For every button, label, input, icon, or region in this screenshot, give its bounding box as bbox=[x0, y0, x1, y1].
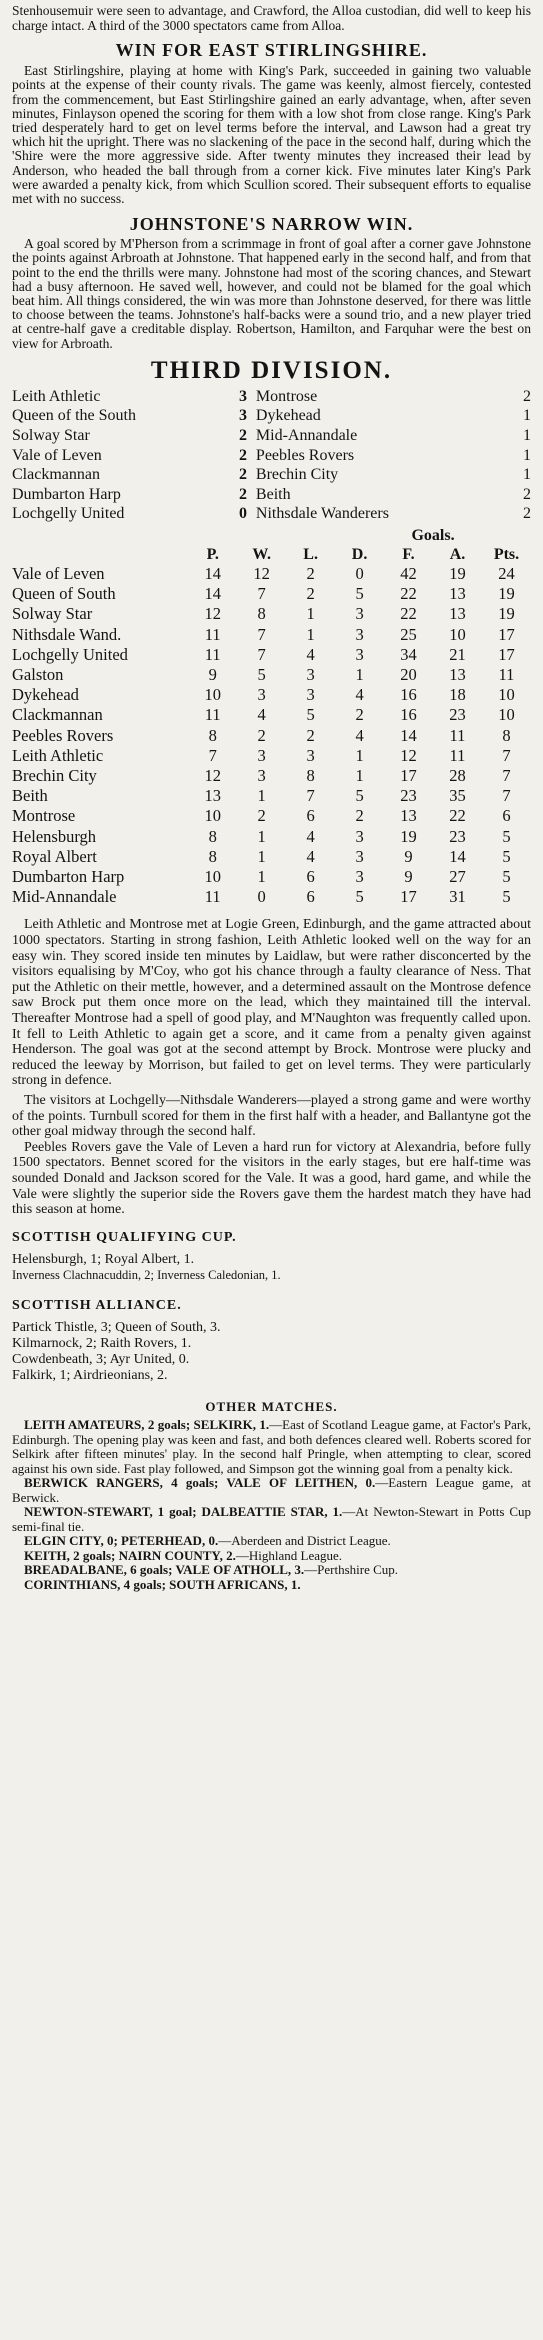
league-stat-w: 2 bbox=[257, 806, 266, 826]
league-stat-l: 7 bbox=[306, 786, 315, 806]
league-stat-l: 6 bbox=[306, 867, 315, 887]
league-stat-l: 2 bbox=[306, 584, 315, 604]
league-stat-pts: 17 bbox=[498, 644, 515, 664]
league-stat-pts: 5 bbox=[502, 887, 511, 907]
home-score: 0 bbox=[238, 505, 247, 523]
away-score: 1 bbox=[523, 427, 531, 445]
alliance-result: Cowdenbeath, 3; Ayr United, 0. bbox=[12, 1351, 190, 1367]
league-stat-d: 3 bbox=[355, 644, 364, 664]
league-stat-a: 13 bbox=[449, 584, 466, 604]
away-team: Mid-Annandale bbox=[255, 427, 358, 445]
other-match-text: —Eastern League game, at Berwick. bbox=[12, 1475, 532, 1505]
result-row bbox=[12, 465, 531, 485]
league-stat-d: 3 bbox=[355, 867, 364, 887]
away-score: 1 bbox=[523, 446, 531, 464]
league-stat-p: 8 bbox=[208, 725, 217, 745]
league-stat-a: 23 bbox=[449, 826, 466, 846]
other-match-lead: NEWTON-STEWART, 1 goal; DALBEATTIE STAR, 1. bbox=[24, 1504, 343, 1520]
league-stat-d: 3 bbox=[355, 624, 364, 644]
league-stat-l: 4 bbox=[306, 644, 315, 664]
other-match-lead: BERWICK RANGERS, 4 goals; VALE OF LEITHEN, 0. bbox=[24, 1475, 376, 1491]
away-team: Nithsdale Wanderers bbox=[255, 505, 389, 523]
league-stat-d: 4 bbox=[355, 685, 364, 705]
league-stat-p: 14 bbox=[204, 564, 221, 583]
johnstone-article bbox=[12, 213, 531, 351]
league-stat-a: 19 bbox=[449, 564, 466, 583]
away-team: Brechin City bbox=[255, 466, 339, 484]
result-row bbox=[12, 446, 531, 466]
league-stat-d: 3 bbox=[355, 826, 364, 846]
third-division-results bbox=[12, 387, 531, 524]
league-row bbox=[12, 645, 531, 665]
league-stat-p: 11 bbox=[204, 887, 221, 907]
other-match-item bbox=[12, 1549, 531, 1564]
other-match-text: —At Newton-Stewart in Potts Cup semi-final tie. bbox=[12, 1504, 531, 1534]
league-team-name: Queen of South bbox=[12, 584, 116, 604]
home-score: 3 bbox=[238, 407, 247, 425]
league-team-name: Beith bbox=[12, 786, 48, 806]
away-team: Beith bbox=[255, 485, 291, 503]
result-row bbox=[12, 485, 531, 505]
league-stat-pts: 10 bbox=[498, 685, 515, 705]
other-matches-section bbox=[12, 1400, 531, 1593]
league-column-header: Pts. bbox=[493, 546, 520, 563]
league-team-name: Lochgelly United bbox=[12, 644, 128, 664]
league-row bbox=[12, 867, 531, 887]
away-score: 1 bbox=[523, 407, 531, 425]
league-stat-a: 21 bbox=[449, 644, 466, 664]
home-score: 2 bbox=[238, 427, 247, 445]
away-team: Montrose bbox=[255, 387, 318, 405]
league-stat-w: 5 bbox=[257, 665, 266, 685]
league-stat-l: 6 bbox=[306, 806, 315, 826]
scottish-qualifying-cup-section bbox=[12, 1230, 531, 1282]
result-row bbox=[12, 387, 531, 407]
league-stat-pts: 6 bbox=[502, 806, 511, 826]
league-stat-a: 11 bbox=[449, 745, 466, 765]
away-score: 2 bbox=[523, 387, 531, 405]
home-score: 3 bbox=[238, 387, 247, 405]
league-stat-pts: 7 bbox=[502, 786, 511, 806]
league-stat-a: 35 bbox=[449, 786, 466, 806]
league-row bbox=[12, 564, 531, 584]
league-row bbox=[12, 786, 531, 806]
johnstone-headline: JOHNSTONE'S NARROW WIN. bbox=[129, 214, 414, 235]
other-match-item bbox=[12, 1505, 531, 1534]
league-stat-f: 19 bbox=[400, 826, 417, 846]
league-stat-pts: 11 bbox=[498, 665, 515, 685]
league-stat-pts: 24 bbox=[498, 564, 515, 583]
other-match-text: —Aberdeen and District League. bbox=[218, 1533, 391, 1549]
home-team: Clackmannan bbox=[12, 466, 100, 484]
alliance-result: Falkirk, 1; Airdrieonians, 2. bbox=[12, 1367, 168, 1383]
league-stat-l: 6 bbox=[306, 887, 315, 907]
league-stat-l: 3 bbox=[306, 685, 315, 705]
league-stat-pts: 19 bbox=[498, 604, 515, 624]
other-match-item bbox=[12, 1534, 531, 1549]
league-stat-f: 12 bbox=[400, 745, 417, 765]
qualifying-cup-result: Inverness Clachnacuddin, 2; Inverness Caledonian, 1. bbox=[12, 1267, 281, 1282]
other-match-item bbox=[12, 1418, 531, 1476]
other-match-lead: LEITH AMATEURS, 2 goals; SELKIRK, 1. bbox=[24, 1417, 270, 1433]
league-stat-w: 4 bbox=[257, 705, 266, 725]
east-stirlingshire-body: East Stirlingshire, playing at home with King's Park, succeeded in gaining two valuable points at the expense of their county rivals. The game was keenly, almost fiercely, contested from the commencement, but East Stirlingshire gained an early advantage, when, after seven minutes, Finlayson opened the scoring for them with a low shot from close range. King's Park tried desperately hard to get on level terms before the interval, and Lawson had a great try which hit the upright. There was no slackening of the pace in the second half, during which the 'Shire were the more aggressive side. After twenty minutes they increased their lead by Anderson, who headed the ball through from a corner kick. Five minutes later King's Park were awarded a penalty kick, from which Scullion scored. Their subsequent efforts to equalise met with no success. bbox=[12, 63, 531, 207]
home-team: Vale of Leven bbox=[12, 446, 102, 464]
other-match-lead: KEITH, 2 goals; NAIRN COUNTY, 2. bbox=[24, 1547, 236, 1563]
league-stat-d: 1 bbox=[355, 665, 364, 685]
home-team: Solway Star bbox=[12, 427, 90, 445]
league-stat-p: 10 bbox=[204, 867, 221, 887]
league-stat-f: 34 bbox=[400, 644, 417, 664]
league-stat-p: 12 bbox=[204, 604, 221, 624]
league-stat-f: 13 bbox=[400, 806, 417, 826]
league-stat-l: 1 bbox=[306, 604, 315, 624]
away-score: 1 bbox=[523, 466, 531, 484]
league-stat-pts: 8 bbox=[502, 725, 511, 745]
league-stat-p: 10 bbox=[204, 685, 221, 705]
league-row bbox=[12, 806, 531, 826]
league-row bbox=[12, 705, 531, 725]
league-row bbox=[12, 887, 531, 907]
league-team-name: Montrose bbox=[12, 806, 76, 826]
league-stat-a: 31 bbox=[449, 887, 466, 907]
league-stat-f: 14 bbox=[400, 725, 417, 745]
report-lochgelly-nithsdale: The visitors at Lochgelly—Nithsdale Wanderers—played a strong game and were worthy of the points. Turnbull scored for them in the first half with a header, and Ballantyne got the other goal midway through the second half. bbox=[12, 1092, 531, 1140]
league-stat-f: 17 bbox=[400, 887, 417, 907]
league-stat-pts: 5 bbox=[502, 846, 511, 866]
league-stat-p: 8 bbox=[208, 846, 217, 866]
league-row bbox=[12, 827, 531, 847]
other-match-item bbox=[12, 1563, 531, 1578]
league-stat-w: 8 bbox=[257, 604, 266, 624]
league-table-spacer-2 bbox=[188, 526, 384, 545]
other-matches-headline: OTHER MATCHES. bbox=[205, 1398, 338, 1414]
alliance-result: Partick Thistle, 3; Queen of South, 3. bbox=[12, 1319, 221, 1335]
league-stat-a: 11 bbox=[449, 725, 466, 745]
league-team-name: Dykehead bbox=[12, 685, 79, 705]
league-team-name: Brechin City bbox=[12, 766, 97, 786]
league-stat-p: 7 bbox=[208, 745, 217, 765]
league-stat-f: 23 bbox=[400, 786, 417, 806]
east-stirlingshire-headline: WIN FOR EAST STIRLINGSHIRE. bbox=[115, 40, 428, 61]
scottish-alliance-section bbox=[12, 1298, 531, 1384]
league-stat-pts: 10 bbox=[498, 705, 515, 725]
other-match-item bbox=[12, 1476, 531, 1505]
league-team-name: Mid-Annandale bbox=[12, 887, 117, 907]
away-team: Peebles Rovers bbox=[255, 446, 355, 464]
home-team: Lochgelly United bbox=[12, 505, 125, 523]
league-stat-p: 13 bbox=[204, 786, 221, 806]
home-team: Queen of the South bbox=[12, 407, 136, 425]
qualifying-cup-headline: SCOTTISH QUALIFYING CUP. bbox=[12, 1229, 237, 1245]
league-stat-pts: 19 bbox=[498, 584, 515, 604]
other-match-lead: CORINTHIANS, 4 goals; SOUTH AFRICANS, 1. bbox=[24, 1576, 301, 1592]
league-stat-f: 22 bbox=[400, 604, 417, 624]
league-column-header: L. bbox=[303, 546, 318, 563]
league-stat-w: 0 bbox=[257, 887, 266, 907]
league-stat-w: 7 bbox=[257, 624, 266, 644]
alliance-result: Kilmarnock, 2; Raith Rovers, 1. bbox=[12, 1335, 192, 1351]
league-stat-p: 11 bbox=[204, 705, 221, 725]
report-vale-peebles: Peebles Rovers gave the Vale of Leven a hard run for victory at Alexandria, before fully 1500 spectators. Bennet scored for the visitors in the early stages, but ere half-time was sounded Donald and Jackson scored for the Vale. It was a good, hard game, and while the Vale were slightly the superior side the Rovers gave them the hardest match they have had this season at home. bbox=[12, 1139, 531, 1218]
home-team: Leith Athletic bbox=[12, 387, 101, 405]
league-column-header: A. bbox=[449, 546, 466, 563]
league-stat-pts: 5 bbox=[502, 867, 511, 887]
league-row bbox=[12, 584, 531, 604]
league-stat-a: 23 bbox=[449, 705, 466, 725]
other-match-text: —East of Scotland League game, at Factor's Park, Edinburgh. The opening play was keen and fast, and both defences cleared well. Roberts scored for Selkirk after fifteen minutes' play. In the second half Pringle, when attempting to clear, scored against his own side. Fast play followed, and Simpson got the winning goal from a penalty kick. bbox=[12, 1417, 532, 1476]
league-stat-pts: 5 bbox=[502, 826, 511, 846]
league-stat-d: 5 bbox=[355, 887, 364, 907]
away-score: 2 bbox=[523, 505, 531, 523]
league-stat-w: 12 bbox=[253, 564, 270, 583]
league-stat-d: 3 bbox=[355, 846, 364, 866]
league-stat-pts: 17 bbox=[498, 624, 515, 644]
league-stat-p: 8 bbox=[208, 826, 217, 846]
league-row bbox=[12, 726, 531, 746]
league-stat-f: 20 bbox=[400, 665, 417, 685]
league-stat-w: 3 bbox=[257, 745, 266, 765]
league-row bbox=[12, 665, 531, 685]
report-leith-montrose: Leith Athletic and Montrose met at Logie Green, Edinburgh, and the game attracted about 1000 spectators. Starting in strong fashion, Leith Athletic looked well on the way for an easy win. They scored inside ten minutes by Laidlaw, but were rather disconcerted by the visitors equalising by M'Coy, who got his chance through a faulty clearance of Ness. That put the Athletic on their mettle, however, and a determined assault on the Montrose defence saw Brock put them once more on the lead, which they maintained till the interval. Thereafter Montrose had a spell of good play, and M'Naughton was frequently called upon. It fell to Leith Athletic to again get a score, and it came from a penalty given against Henderson. The goal was got at the second attempt by Brock. Montrose were plucky and reduced the leeway by Morrison, but failed to get on level terms. They were particularly strong in defence. bbox=[12, 917, 531, 1089]
league-stat-f: 16 bbox=[400, 705, 417, 725]
league-stat-w: 7 bbox=[257, 644, 266, 664]
qualifying-cup-result: Helensburgh, 1; Royal Albert, 1. bbox=[12, 1251, 195, 1267]
league-stat-w: 3 bbox=[257, 766, 266, 786]
league-stat-w: 2 bbox=[257, 725, 266, 745]
league-stat-l: 2 bbox=[306, 564, 315, 583]
league-stat-f: 42 bbox=[400, 564, 417, 583]
league-stat-d: 5 bbox=[355, 584, 364, 604]
league-column-header: F. bbox=[402, 546, 415, 563]
home-score: 2 bbox=[238, 466, 247, 484]
league-stat-d: 4 bbox=[355, 725, 364, 745]
league-stat-w: 1 bbox=[257, 867, 266, 887]
league-stat-p: 12 bbox=[204, 766, 221, 786]
league-stat-f: 16 bbox=[400, 685, 417, 705]
league-team-name: Leith Athletic bbox=[12, 745, 104, 765]
third-division-reports bbox=[12, 917, 531, 1217]
league-table-team-header bbox=[12, 545, 188, 564]
result-row bbox=[12, 406, 531, 426]
league-row bbox=[12, 746, 531, 766]
league-row bbox=[12, 625, 531, 645]
johnstone-body: A goal scored by M'Pherson from a scrimmage in front of goal after a corner gave Johnstone the points against Arbroath at Johnstone. That happened early in the second half, and from that point to the end the thrills were many. Johnstone had most of the scoring chances, and Stewart had a busy afternoon. He saved well, however, and could not be blamed for the goal which beat him. All things considered, the win was more than Johnstone deserved, for there was little to choose between the teams. Johnstone's half-backs were a sound trio, and a new player tried at centre-half gave a creditable display. Robertson, Hamilton, and Farquhar were the best on view for Arbroath. bbox=[12, 236, 531, 351]
league-stat-a: 14 bbox=[449, 846, 466, 866]
third-division-section bbox=[12, 357, 531, 1218]
league-stat-f: 17 bbox=[400, 766, 417, 786]
other-match-text: —Highland League. bbox=[235, 1547, 343, 1563]
away-score: 2 bbox=[523, 485, 531, 503]
league-stat-f: 9 bbox=[404, 846, 413, 866]
league-stat-l: 8 bbox=[306, 766, 315, 786]
home-team: Dumbarton Harp bbox=[12, 485, 121, 503]
league-stat-l: 5 bbox=[306, 705, 315, 725]
league-team-name: Royal Albert bbox=[12, 846, 97, 866]
league-stat-l: 4 bbox=[306, 846, 315, 866]
league-stat-f: 22 bbox=[400, 584, 417, 604]
league-team-name: Solway Star bbox=[12, 604, 93, 624]
league-team-name: Helensburgh bbox=[12, 826, 97, 846]
other-match-item bbox=[12, 1578, 531, 1593]
other-match-lead: ELGIN CITY, 0; PETERHEAD, 0. bbox=[24, 1533, 219, 1549]
league-team-name: Clackmannan bbox=[12, 705, 103, 725]
league-row bbox=[12, 847, 531, 867]
goals-label: Goals. bbox=[411, 527, 455, 544]
league-stat-l: 1 bbox=[306, 624, 315, 644]
league-table-spacer-3 bbox=[482, 526, 531, 545]
third-division-headline: THIRD DIVISION. bbox=[150, 356, 393, 384]
other-match-text: —Perthshire Cup. bbox=[304, 1562, 399, 1578]
league-stat-a: 27 bbox=[449, 867, 466, 887]
league-stat-a: 22 bbox=[449, 806, 466, 826]
league-stat-d: 2 bbox=[355, 806, 364, 826]
league-stat-p: 9 bbox=[208, 665, 217, 685]
league-stat-d: 1 bbox=[355, 745, 364, 765]
alliance-headline: SCOTTISH ALLIANCE. bbox=[12, 1297, 182, 1313]
league-column-header: P. bbox=[206, 546, 219, 563]
home-score: 2 bbox=[238, 446, 247, 464]
league-column-header: W. bbox=[252, 546, 271, 563]
league-stat-f: 9 bbox=[404, 867, 413, 887]
league-stat-d: 3 bbox=[355, 604, 364, 624]
home-score: 2 bbox=[238, 485, 247, 503]
league-stat-pts: 7 bbox=[502, 745, 511, 765]
league-row bbox=[12, 685, 531, 705]
league-stat-w: 3 bbox=[257, 685, 266, 705]
league-team-name: Galston bbox=[12, 665, 64, 685]
league-stat-p: 11 bbox=[204, 644, 221, 664]
league-stat-l: 4 bbox=[306, 826, 315, 846]
league-stat-l: 3 bbox=[306, 745, 315, 765]
league-stat-l: 2 bbox=[306, 725, 315, 745]
league-table bbox=[12, 526, 531, 907]
league-team-name: Peebles Rovers bbox=[12, 725, 114, 745]
away-team: Dykehead bbox=[255, 407, 321, 425]
league-stat-a: 13 bbox=[449, 604, 466, 624]
league-row bbox=[12, 766, 531, 786]
league-stat-d: 5 bbox=[355, 786, 364, 806]
league-team-name: Nithsdale Wand. bbox=[12, 624, 122, 644]
league-stat-w: 1 bbox=[257, 826, 266, 846]
league-stat-p: 11 bbox=[204, 624, 221, 644]
result-row bbox=[12, 426, 531, 446]
other-match-lead: BREADALBANE, 6 goals; VALE OF ATHOLL, 3. bbox=[24, 1562, 305, 1578]
league-stat-a: 18 bbox=[449, 685, 466, 705]
intro-paragraph: Stenhousemuir were seen to advantage, and Crawford, the Alloa custodian, did well to keep his charge intact. A third of the 3000 spectators came from Alloa. bbox=[12, 3, 531, 33]
league-stat-l: 3 bbox=[306, 665, 315, 685]
league-team-name: Dumbarton Harp bbox=[12, 867, 125, 887]
east-stirlingshire-article bbox=[12, 39, 531, 206]
league-stat-f: 25 bbox=[400, 624, 417, 644]
league-table-spacer bbox=[12, 526, 188, 545]
league-stat-w: 7 bbox=[257, 584, 266, 604]
league-stat-p: 10 bbox=[204, 806, 221, 826]
league-stat-a: 10 bbox=[449, 624, 466, 644]
league-stat-p: 14 bbox=[204, 584, 221, 604]
league-team-name: Vale of Leven bbox=[12, 564, 105, 583]
league-stat-pts: 7 bbox=[502, 766, 511, 786]
league-stat-a: 13 bbox=[449, 665, 466, 685]
result-row bbox=[12, 504, 531, 524]
league-column-header: D. bbox=[351, 546, 368, 563]
league-stat-d: 1 bbox=[355, 766, 364, 786]
league-stat-a: 28 bbox=[449, 766, 466, 786]
league-stat-w: 1 bbox=[257, 786, 266, 806]
league-row bbox=[12, 604, 531, 624]
league-stat-d: 0 bbox=[355, 564, 364, 583]
league-stat-w: 1 bbox=[257, 846, 266, 866]
league-stat-d: 2 bbox=[355, 705, 364, 725]
